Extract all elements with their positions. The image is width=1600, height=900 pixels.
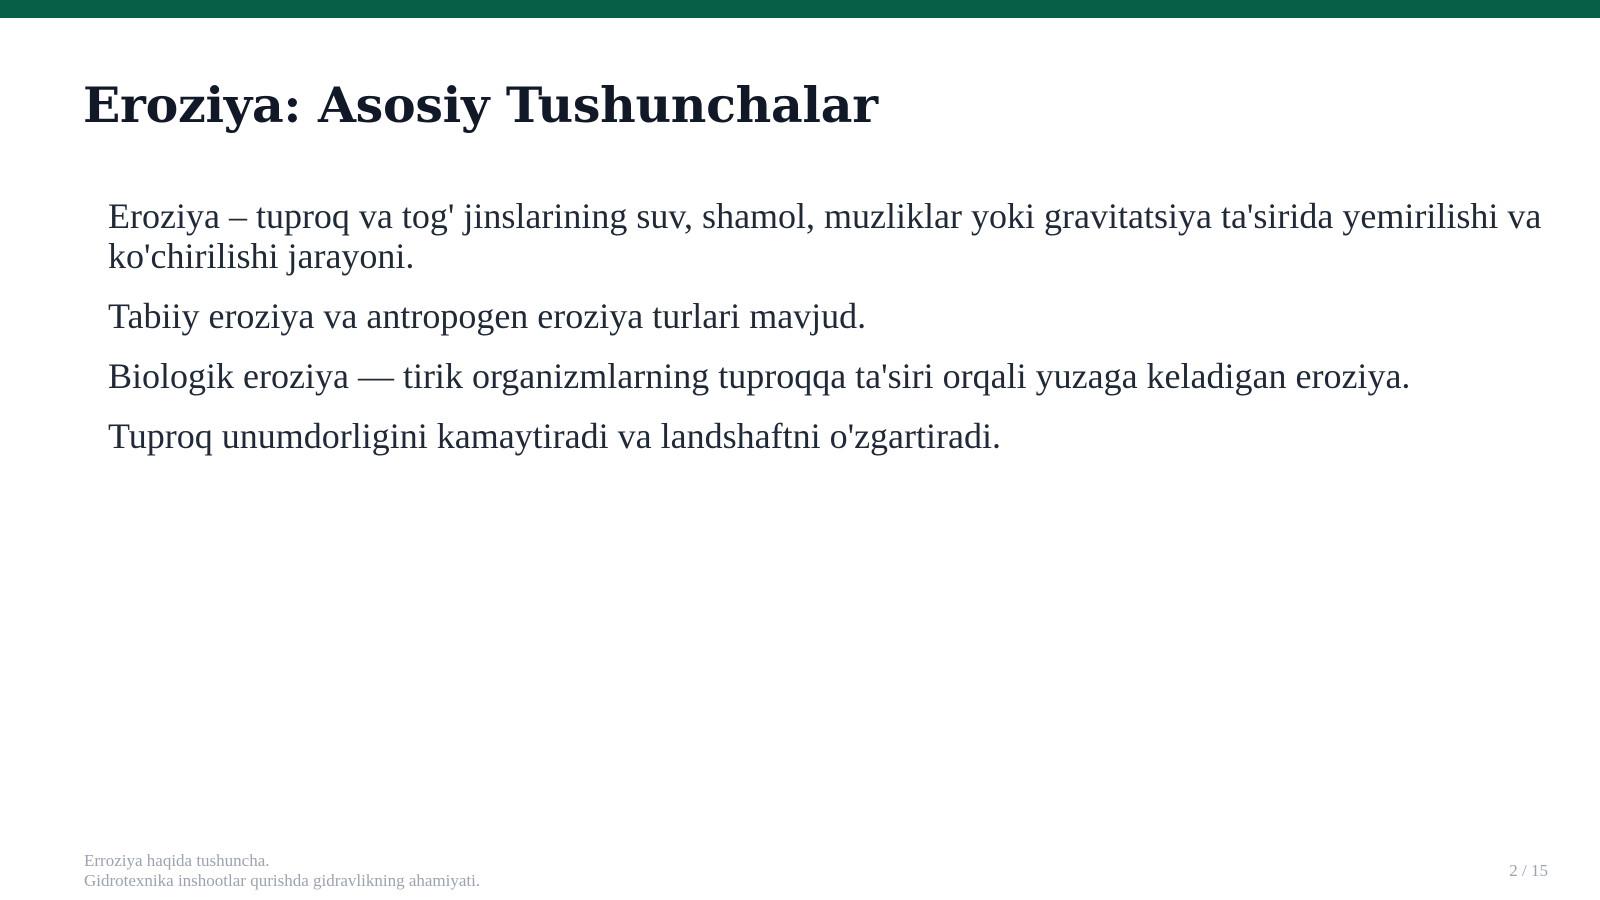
bullet-item: Biologik eroziya — tirik organizmlarning tuproqqa ta'siri orqali yuzaga keladigan eroziya. (108, 356, 1411, 396)
bullet-item: Tuproq unumdorligini kamaytiradi va landshaftni o'zgartiradi. (108, 416, 1001, 456)
bullet-item: Tabiiy eroziya va antropogen eroziya turlari mavjud. (108, 296, 867, 336)
accent-bar (0, 0, 1600, 18)
bullet-list (108, 196, 1548, 476)
bullet-item: Eroziya – tuproq va tog' jinslarining suv, shamol, muzliklar yoki gravitatsiya ta'sirida yemirilishi va ko'chirilishi jarayoni. (108, 196, 1542, 276)
footer-line-2: Gidrotexnika inshootlar qurishda gidravlikning ahamiyati. (84, 871, 481, 890)
footer-caption (84, 851, 480, 891)
page-number: 2 / 15 (1509, 861, 1548, 880)
footer-line-1: Erroziya haqida tushuncha. (84, 851, 270, 870)
slide-title: Eroziya: Asosiy Tushunchalar (83, 76, 878, 134)
